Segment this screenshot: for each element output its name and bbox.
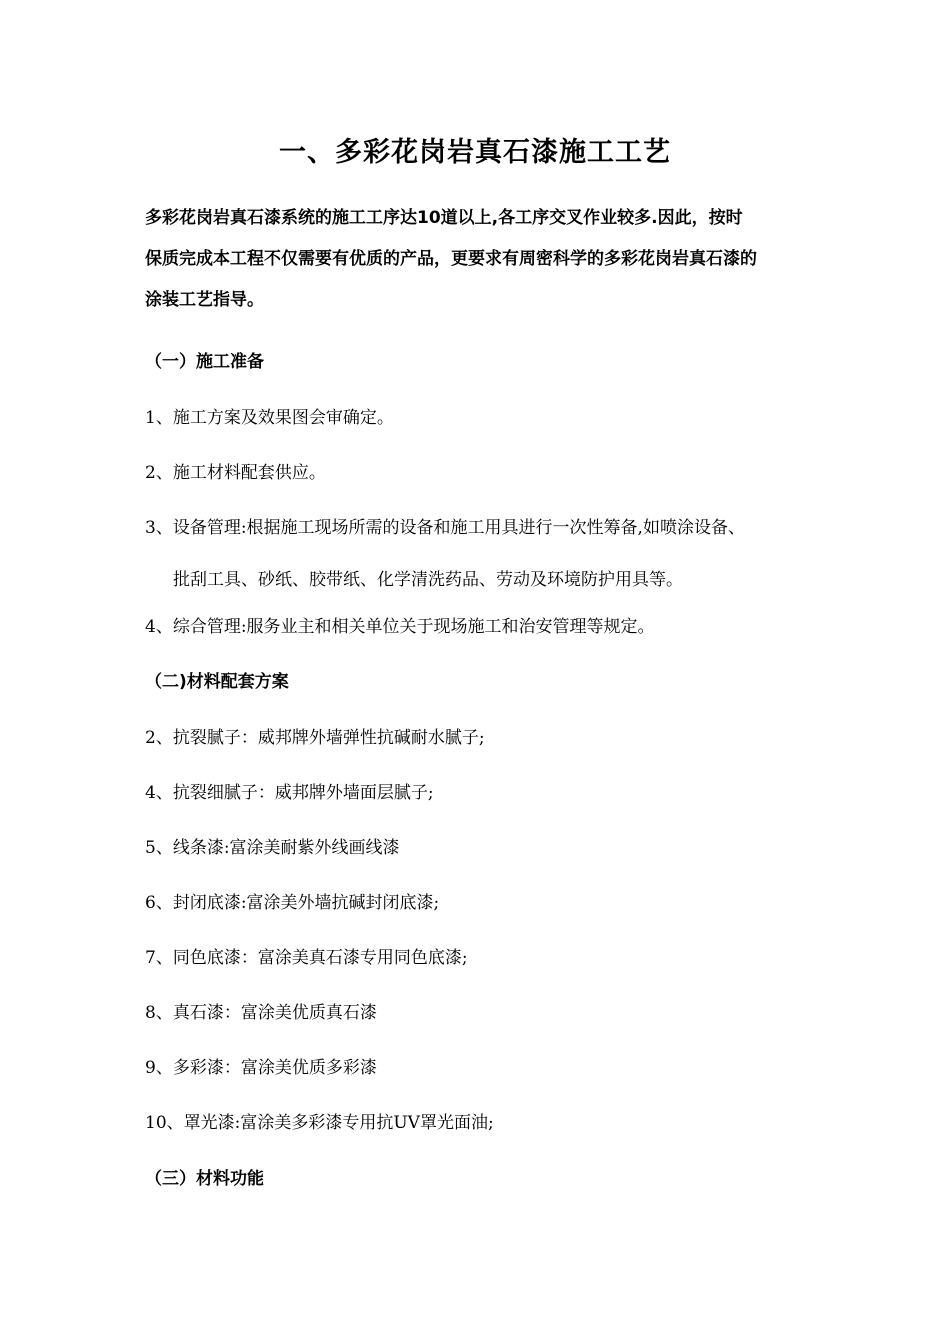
section-heading-preparation: （一）施工准备 [145,352,264,372]
list-item: 2、施工材料配套供应。 [145,463,326,483]
list-item: 7、同色底漆：富涂美真石漆专用同色底漆; [145,948,468,968]
list-item [145,513,745,590]
list-item: 2、抗裂腻子：威邦牌外墙弹性抗碱耐水腻子; [145,728,485,748]
list-item: 6、封闭底漆:富涂美外墙抗碱封闭底漆; [145,893,440,913]
list-item: 1、施工方案及效果图会审确定。 [145,408,394,428]
list-item: 8、真石漆：富涂美优质真石漆 [145,1003,377,1023]
list-item: 4、抗裂细腻子：威邦牌外墙面层腻子; [145,783,434,803]
intro-line: 保质完成本工程不仅需要有优质的产品，更要求有周密科学的多彩花岗岩真石漆的 [145,249,757,269]
document-title: 一、多彩花岗岩真石漆施工工艺 [279,137,671,168]
list-item: 9、多彩漆：富涂美优质多彩漆 [145,1058,377,1078]
list-item: 4、综合管理:服务业主和相关单位关于现场施工和治安管理等规定。 [145,617,655,637]
list-item: 5、线条漆:富涂美耐紫外线画线漆 [145,838,400,858]
intro-line: 涂装工艺指导。 [145,290,264,310]
list-item: 10、罩光漆:富涂美多彩漆专用抗UV罩光面油; [145,1113,494,1133]
section-heading-materials: （二)材料配套方案 [145,672,289,692]
intro-line: 多彩花岗岩真石漆系统的施工工序达10道以上,各工序交叉作业较多.因此，按时 [145,208,743,228]
intro-paragraph [145,198,810,321]
list-item-line: 3、设备管理:根据施工现场所需的设备和施工用具进行一次性筹备,如喷涂设备、 [145,518,745,538]
section-heading-functions: （三）材料功能 [145,1169,264,1189]
list-item-continuation: 批刮工具、砂纸、胶带纸、化学清洗药品、劳动及环境防护用具等。 [173,570,683,590]
